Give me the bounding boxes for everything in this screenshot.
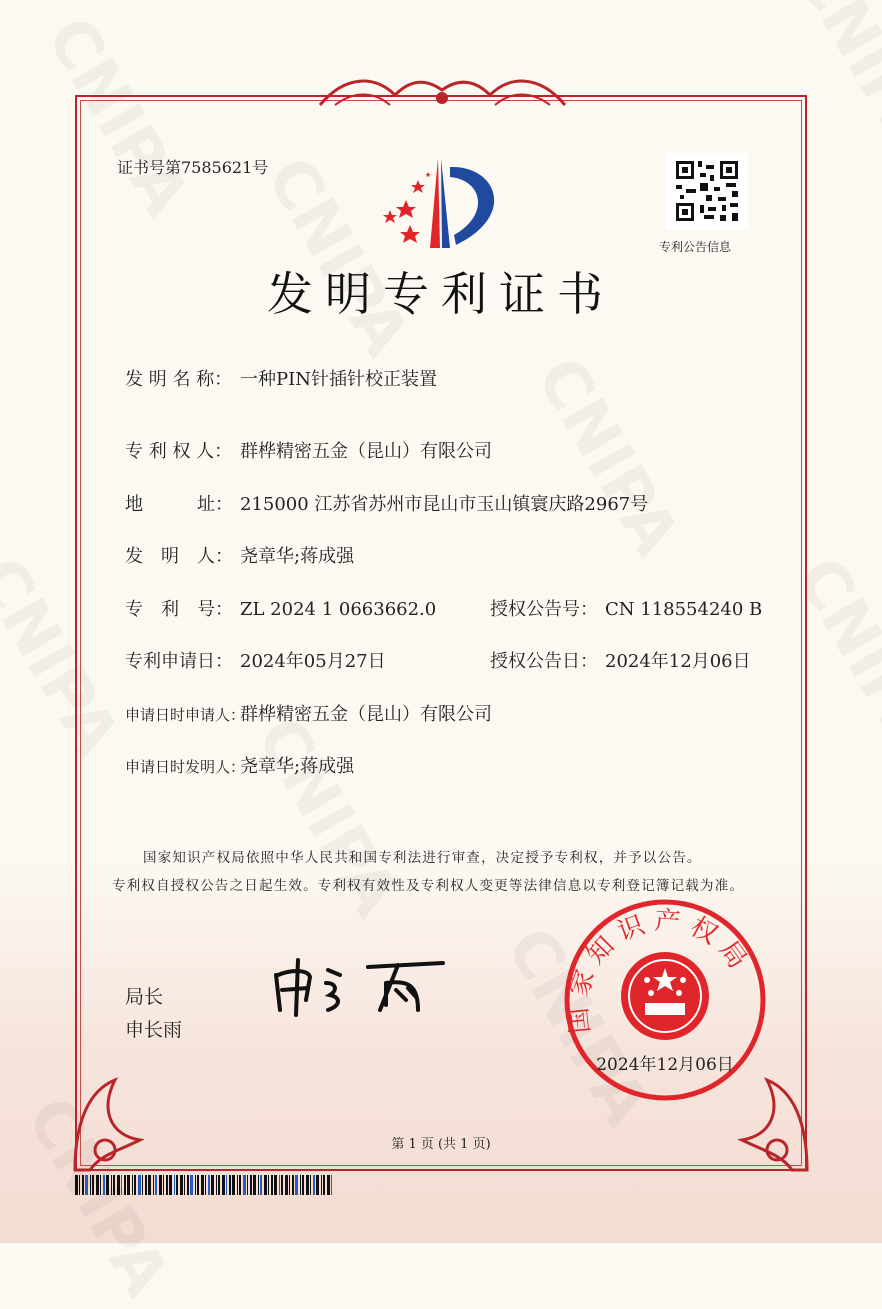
barcode-bar: [232, 1175, 235, 1195]
barcode-bar: [306, 1175, 309, 1195]
barcode-bar: [226, 1175, 227, 1195]
official-seal: [563, 898, 767, 1102]
barcode-bar: [268, 1175, 269, 1195]
field-filing-date: [125, 647, 386, 673]
barcode-bar: [145, 1175, 147, 1195]
field-value: 尧章华;蒋成强: [240, 546, 355, 567]
qr-caption: 专利公告信息: [659, 240, 732, 254]
barcode-bar: [264, 1175, 267, 1195]
barcode-bar: [222, 1175, 225, 1195]
barcode-bar: [253, 1175, 256, 1195]
field-label: 专 利 权 人：: [125, 441, 233, 462]
qr-code-icon: [666, 153, 748, 230]
barcode-bar: [271, 1175, 273, 1195]
document-title: 发明专利证书: [267, 267, 615, 321]
barcode-bar: [103, 1175, 105, 1195]
barcode-bar: [201, 1175, 204, 1195]
barcode-bar: [316, 1175, 319, 1195]
field-label: 授权公告日：: [490, 651, 598, 672]
barcode-bar: [211, 1175, 214, 1195]
notice-line: 专利权自授权公告之日起生效。专利权有效性及专利权人变更等法律信息以专利登记簿记载为准。: [112, 878, 745, 894]
field-value: 215000 江苏省苏州市昆山市玉山镇寰庆路2967号: [240, 494, 649, 515]
barcode-bar: [285, 1175, 288, 1195]
field-value: 2024年12月06日: [605, 651, 751, 672]
seal-date: 2024年12月06日: [596, 1055, 734, 1075]
field-label: 发 明 名 称：: [125, 369, 233, 390]
barcode-bar: [176, 1175, 178, 1195]
barcode-bar: [75, 1175, 78, 1195]
barcode-bar: [79, 1175, 80, 1195]
field-label: 地 址：: [125, 494, 233, 515]
barcode-bar: [117, 1175, 120, 1195]
field-label: 申请日时发明人：: [125, 758, 246, 776]
field-value: 一种PIN针插针校正装置: [240, 369, 437, 390]
barcode-bar: [187, 1175, 189, 1195]
barcode-bar: [274, 1175, 277, 1195]
barcode-bar: [281, 1175, 283, 1195]
barcode-bar: [229, 1175, 231, 1195]
field-value: 2024年05月27日: [240, 651, 386, 672]
barcode-bar: [169, 1175, 172, 1195]
barcode-bar: [82, 1175, 84, 1195]
cnipa-logo-icon: [378, 155, 513, 255]
barcode-bar: [85, 1175, 88, 1195]
barcode-bar: [166, 1175, 168, 1195]
barcode-bar: [106, 1175, 109, 1195]
barcode-bar: [195, 1175, 196, 1195]
barcode-bar: [327, 1175, 330, 1195]
barcode-bar: [208, 1175, 210, 1195]
barcode-bar: [218, 1175, 220, 1195]
barcode-bar: [92, 1175, 94, 1195]
field-grant-publication-date: [490, 647, 751, 673]
barcode-bar: [258, 1175, 259, 1195]
barcode-bar: [113, 1175, 115, 1195]
barcode-bar: [163, 1175, 164, 1195]
barcode-bar: [134, 1175, 136, 1195]
barcode-bar: [247, 1175, 248, 1195]
barcode-bar: [260, 1175, 262, 1195]
barcode-bar: [292, 1175, 294, 1195]
field-label: 专 利 号：: [125, 599, 233, 620]
field-address: [125, 490, 648, 516]
barcode-bar: [148, 1175, 151, 1195]
barcode-bar: [243, 1175, 246, 1195]
barcode-bar: [313, 1175, 315, 1195]
field-grant-publication-number: [490, 595, 762, 621]
field-value: ZL 2024 1 0663662.0: [240, 599, 437, 620]
certificate-number: 证书号第7585621号: [117, 158, 269, 177]
field-value: 尧章华;蒋成强: [240, 756, 355, 777]
barcode-bar: [155, 1175, 157, 1195]
barcode-bar: [127, 1175, 130, 1195]
barcode-bar: [190, 1175, 193, 1195]
barcode-bar: [302, 1175, 304, 1195]
signatory-title: 局长: [125, 986, 164, 1008]
field-label: 发 明 人：: [125, 546, 233, 567]
field-inventor-at-filing: [125, 752, 354, 778]
barcode-bar: [121, 1175, 122, 1195]
field-value: 群桦精密五金（昆山）有限公司: [240, 441, 492, 462]
barcode-bar: [216, 1175, 217, 1195]
field-value: CN 118554240 B: [605, 599, 763, 620]
barcode: [75, 1175, 335, 1195]
barcode-bar: [138, 1175, 141, 1195]
barcode-bar: [323, 1175, 325, 1195]
field-applicant-at-filing: [125, 700, 492, 726]
barcode-bar: [153, 1175, 154, 1195]
barcode-bar: [310, 1175, 311, 1195]
barcode-bar: [237, 1175, 238, 1195]
field-value: 群桦精密五金（昆山）有限公司: [240, 704, 492, 725]
top-ornament-icon: [315, 70, 570, 115]
barcode-bar: [295, 1175, 298, 1195]
notice-line: 国家知识产权局依照中华人民共和国专利法进行审查，决定授予专利权，并予以公告。: [143, 850, 702, 866]
field-inventor: [125, 542, 354, 568]
barcode-bar: [321, 1175, 322, 1195]
barcode-bar: [132, 1175, 133, 1195]
barcode-bar: [90, 1175, 91, 1195]
signature-icon: [268, 955, 458, 1020]
signatory-name: 申长雨: [125, 1019, 183, 1041]
barcode-bar: [159, 1175, 162, 1195]
barcode-bar: [100, 1175, 101, 1195]
barcode-bar: [142, 1175, 143, 1195]
barcode-bar: [250, 1175, 252, 1195]
qr-code[interactable]: [666, 153, 748, 230]
page-info: 第 1 页 (共 1 页): [391, 1137, 491, 1152]
barcode-bar: [300, 1175, 301, 1195]
barcode-bar: [180, 1175, 183, 1195]
barcode-bar: [124, 1175, 126, 1195]
barcode-bar: [239, 1175, 241, 1195]
field-label: 专利申请日：: [125, 651, 233, 672]
corner-ornament-icon: [70, 1040, 160, 1175]
barcode-bar: [205, 1175, 206, 1195]
barcode-bar: [111, 1175, 112, 1195]
barcode-bar: [184, 1175, 185, 1195]
barcode-bar: [174, 1175, 175, 1195]
barcode-bar: [279, 1175, 280, 1195]
field-patentee: [125, 437, 492, 463]
field-invention-name: [125, 365, 437, 391]
seal-text: 国家知识产权局: [563, 906, 758, 1035]
barcode-bar: [96, 1175, 99, 1195]
field-label: 申请日时申请人：: [125, 706, 246, 724]
field-label: 授权公告号：: [490, 599, 598, 620]
barcode-bar: [289, 1175, 290, 1195]
barcode-bar: [197, 1175, 199, 1195]
field-patent-number: [125, 595, 436, 621]
barcode-bar: [331, 1175, 332, 1195]
